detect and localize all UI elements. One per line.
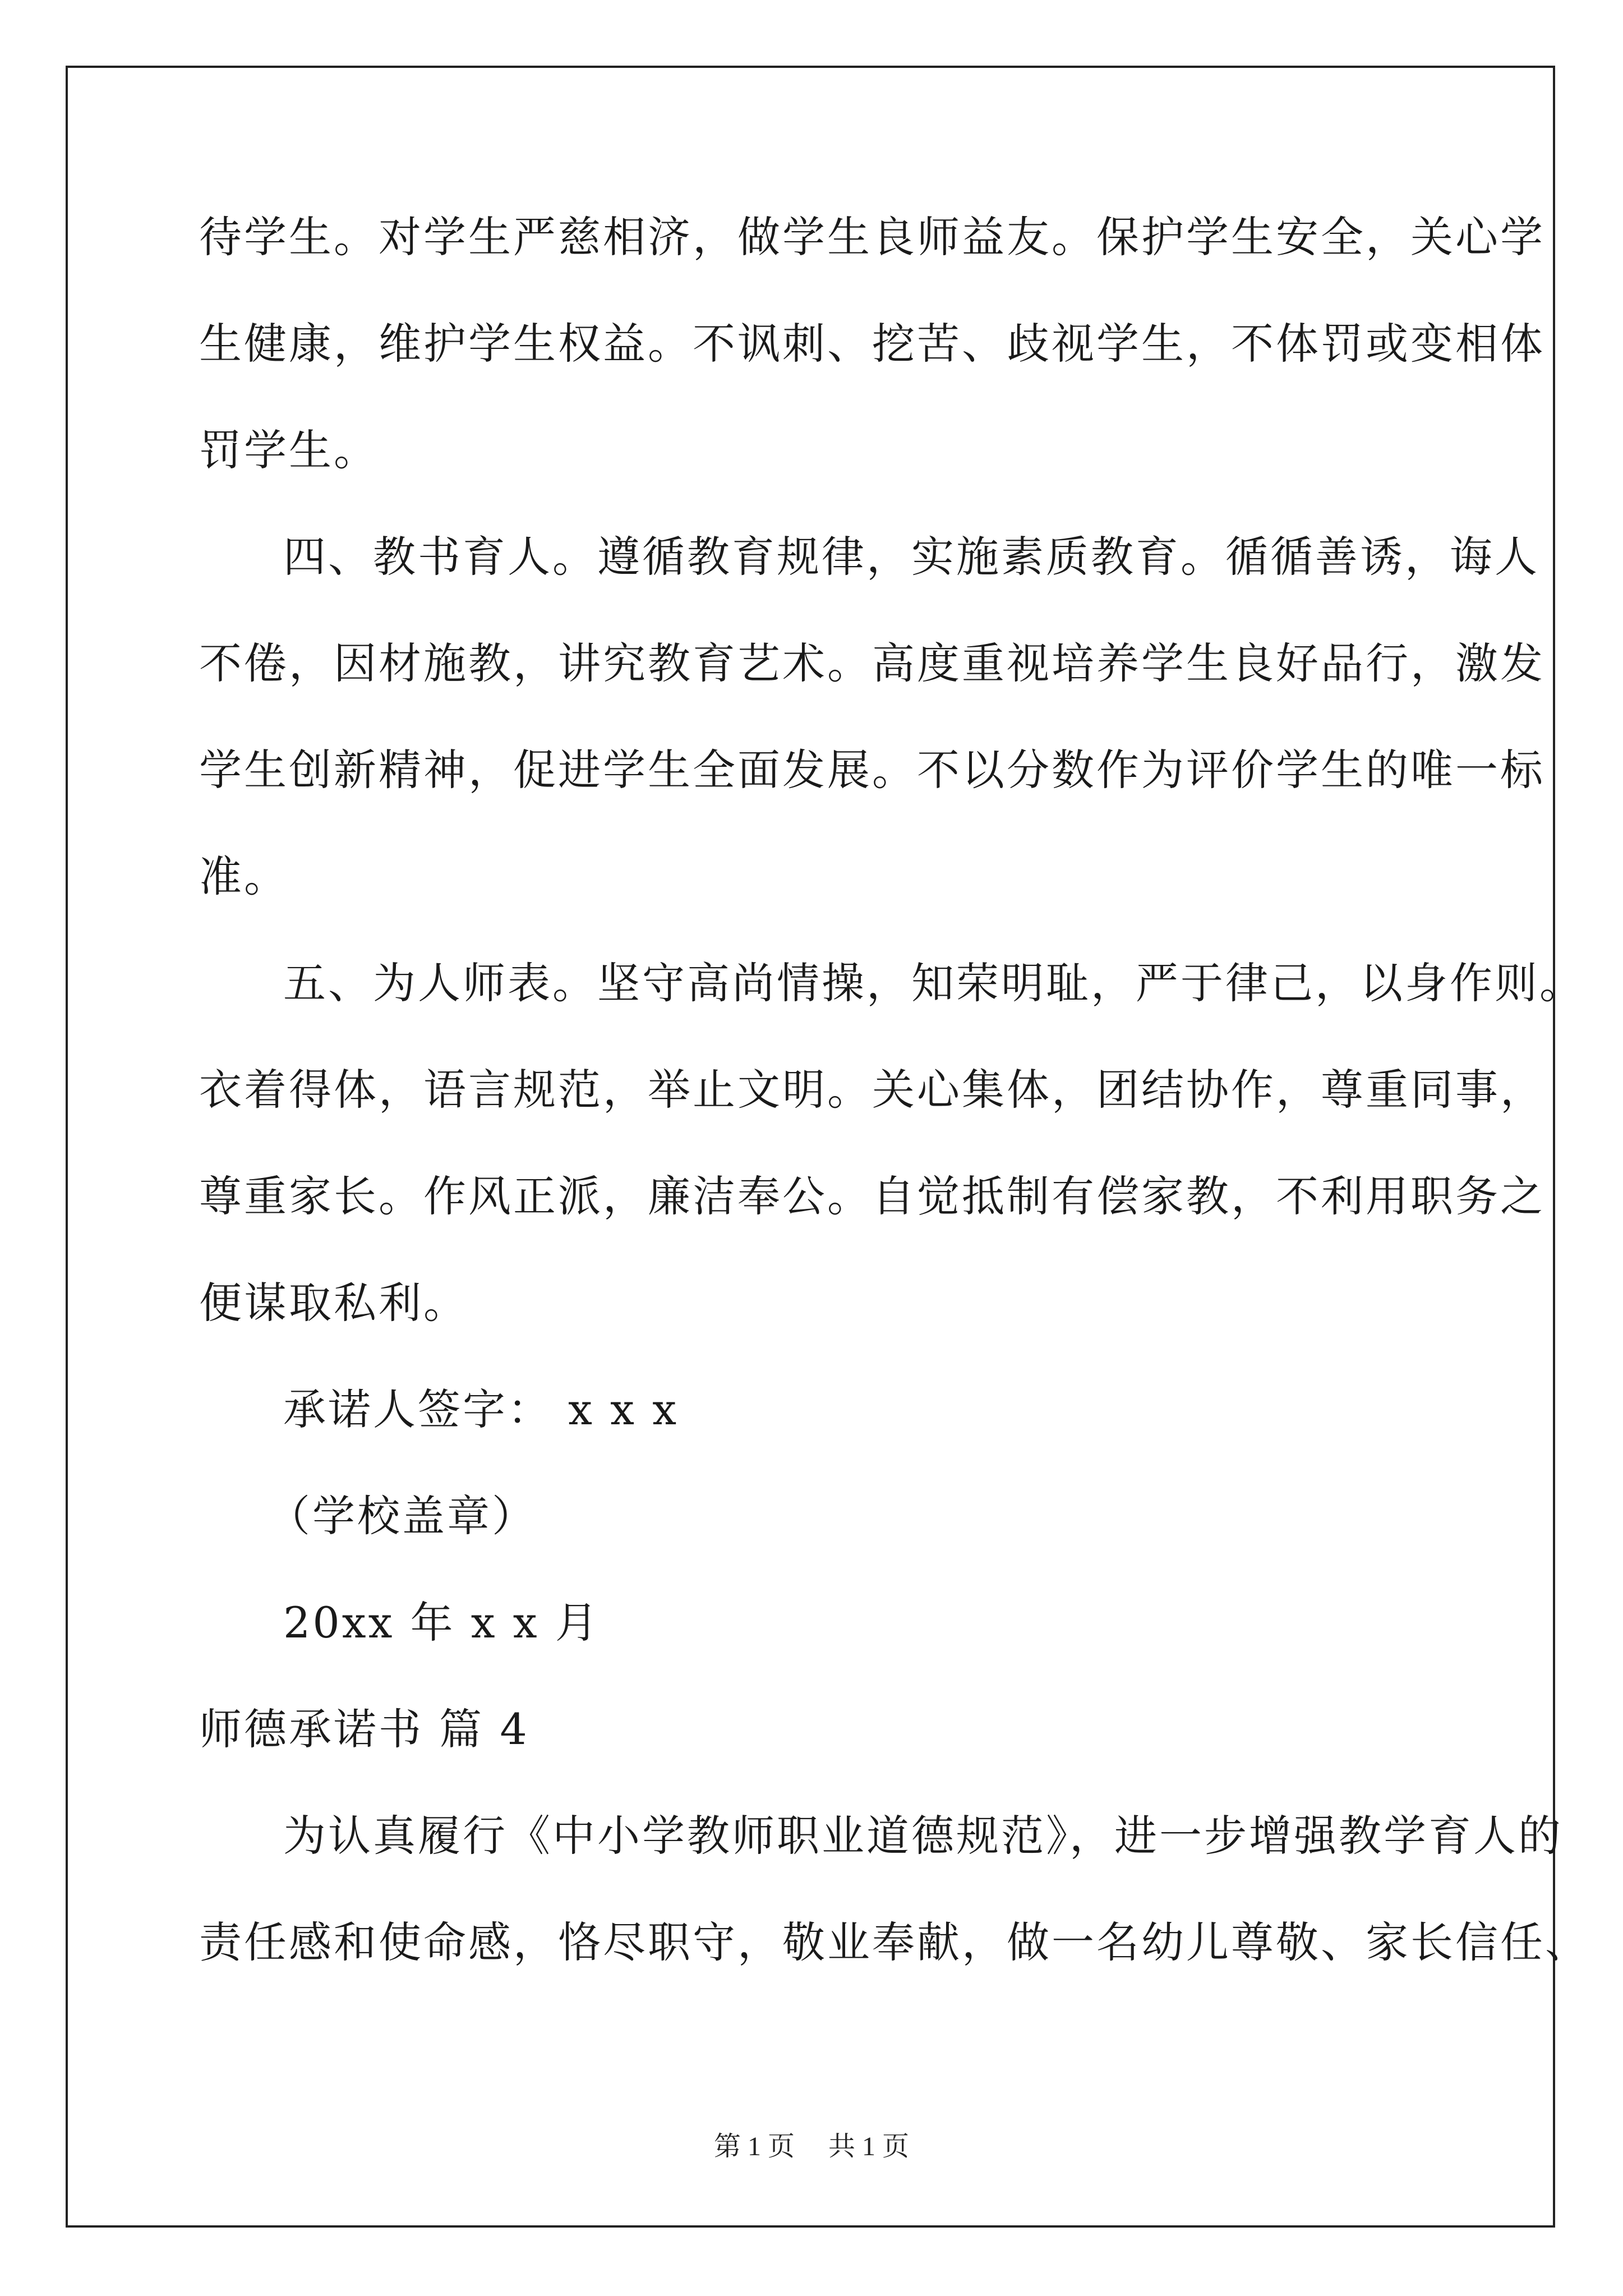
text-line: 生健康，维护学生权益。不讽刺、挖苦、歧视学生，不体罚或变相体 — [199, 319, 1545, 369]
date-line: 20xx 年 x x 月 — [283, 1598, 600, 1648]
page-number: 第 1 页 — [713, 2132, 795, 2161]
paragraph-five-start: 五、为人师表。坚守高尚情操，知荣明耻，严于律己，以身作则。 — [283, 958, 1584, 1008]
document-body — [199, 210, 1590, 2022]
text-line: 不倦，因材施教，讲究教育艺术。高度重视培养学生良好品行，激发 — [199, 638, 1545, 688]
text-line: 待学生。对学生严慈相济，做学生良师益友。保护学生安全，关心学 — [199, 212, 1545, 262]
text-line: 准。 — [199, 852, 289, 901]
section-heading: 师德承诺书 篇 4 — [199, 1704, 529, 1754]
school-seal-line: （学校盖章） — [268, 1491, 537, 1541]
paragraph-intro-start: 为认真履行《中小学教师职业道德规范》，进一步增强教学育人的 — [283, 1811, 1563, 1861]
page-total: 共 1 页 — [828, 2132, 910, 2161]
text-line: 责任感和使命感，恪尽职守，敬业奉献，做一名幼儿尊敬、家长信任、 — [199, 1917, 1590, 1967]
signature-line: 承诺人签字： x x x — [283, 1384, 679, 1434]
text-line: 尊重家长。作风正派，廉洁奉公。自觉抵制有偿家教，不利用职务之 — [199, 1171, 1545, 1221]
text-line: 学生创新精神，促进学生全面发展。不以分数作为评价学生的唯一标 — [199, 745, 1545, 795]
paragraph-four-start: 四、教书育人。遵循教育规律，实施素质教育。循循善诱，诲人 — [283, 532, 1539, 582]
text-line: 罚学生。 — [199, 425, 379, 475]
text-line: 衣着得体，语言规范，举止文明。关心集体，团结协作，尊重同事， — [199, 1065, 1545, 1115]
text-line: 便谋取私利。 — [199, 1278, 468, 1328]
page-footer — [0, 2130, 1623, 2164]
